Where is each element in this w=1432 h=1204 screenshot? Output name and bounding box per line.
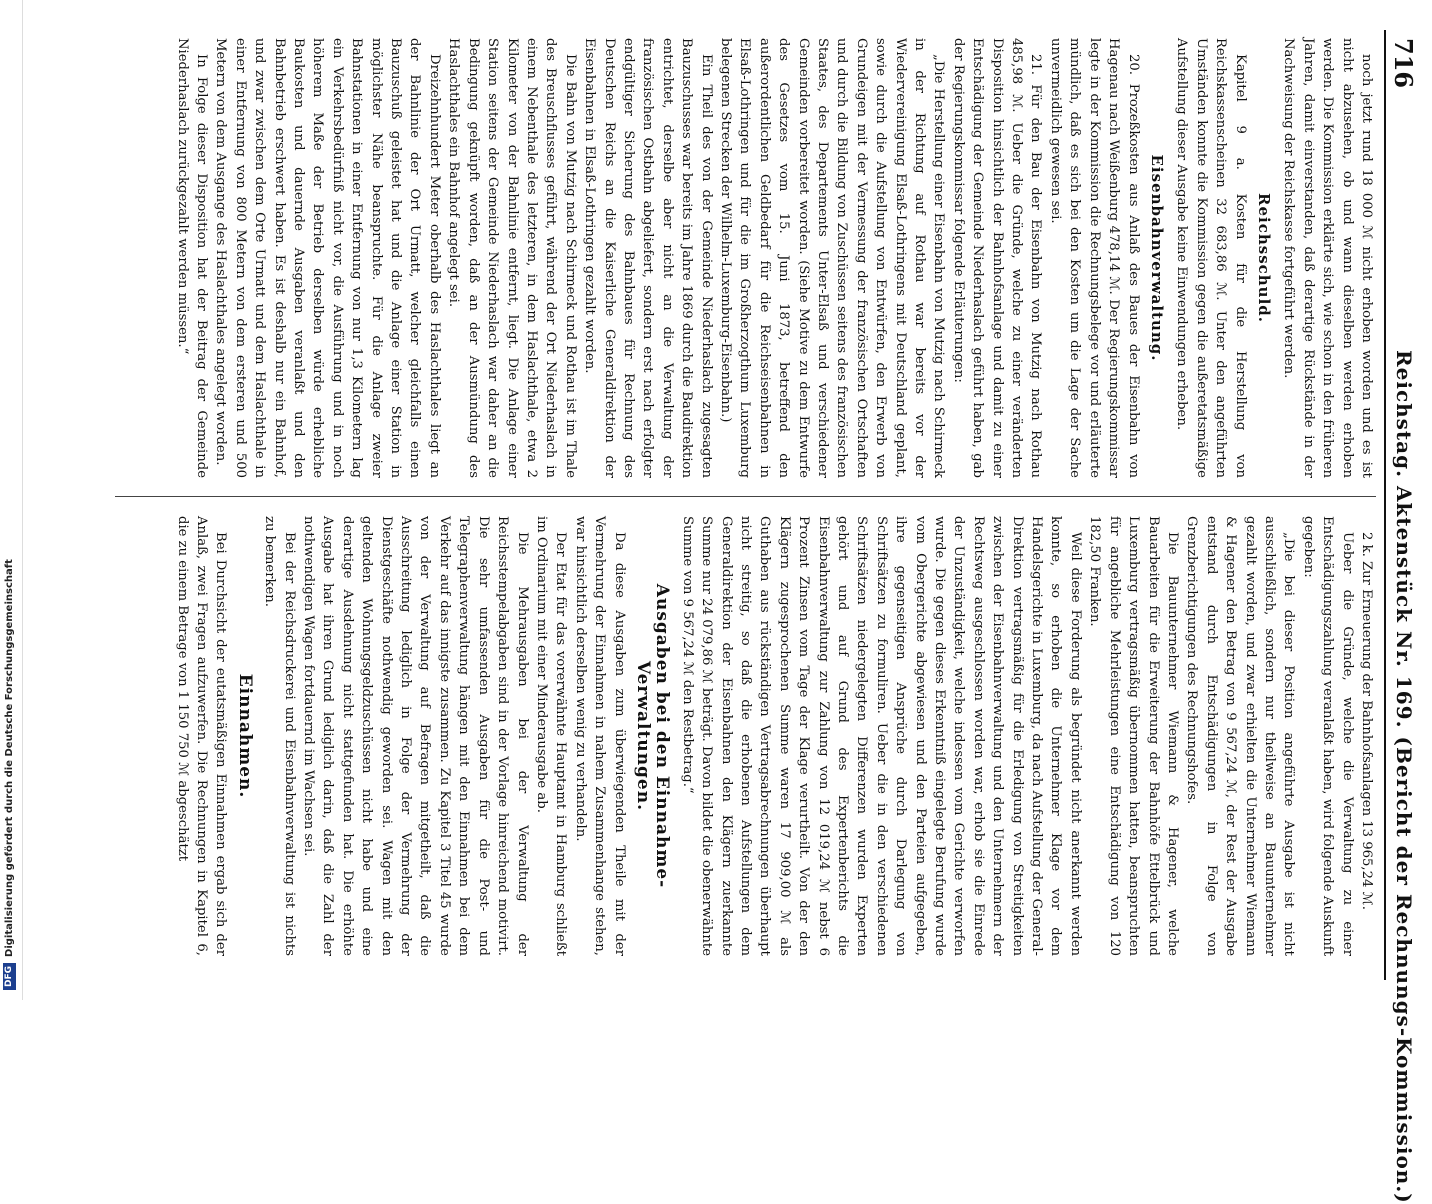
paragraph: In Folge dieser Disposition hat der Beitrag der Gemeinde Niederhaslach zurückgezahlt werden müssen.“ (174, 38, 210, 478)
section-heading: Einnahmen. (234, 673, 255, 799)
paragraph: Kapitel 9 a. Kosten für die Herstellung von Reichskassenscheinen 32 683,86 ℳ. Unter den angeführten Umständen konnte die Kommission gegen die außeretatsmäßige Aufstellung dieser Ausgabe keine Einwendungen erheben. (1174, 38, 1248, 478)
paragraph: Da diese Ausgaben zum überwiegenden Theile mit der Vermehrung der Einnahmen in nahem Zusammenhange stehen, war hinsichtlich derselben wenig zu verhandeln. (572, 516, 627, 956)
page-title: Reichstag. Aktenstück Nr. 169. (Bericht der Rechnungs-Kommission.) (1392, 350, 1416, 1204)
page-number: 716 (1389, 38, 1418, 89)
digitization-credit (1, 30, 19, 990)
section-heading: Ausgaben bei den Einnahme-Verwaltungen. (632, 583, 673, 889)
paragraph: „Die bei dieser Position angeführte Ausgabe ist nicht ausschließlich, sondern nur theilweise an Bauunternehmer gezahlt worden, und zwar erhielten die Unternehmer Wiemann & Hagener den Betrag von 9 567,24 ℳ, der Rest der Ausgabe entstand durch Entschädigungen in Folge von Grenzberichtigungen des Rechnungshofes. (1184, 516, 1297, 956)
page-header (1384, 30, 1420, 1204)
paragraph: Bei Durchsicht der eutatsmäßigen Einnahmen ergab sich der Anlaß, zwei Fragen aufzuwerfen. Die Rechnungen in Kapitel 6, die zu einem Betrage von 1 150 750 ℳ abgeschätzt (174, 516, 229, 956)
credit-text: Digitalisierung gefördert durch die Deutsche Forschungsgemeinschaft (4, 559, 15, 957)
sidebar (0, 0, 23, 1000)
document-page (115, 30, 1420, 1204)
section-heading: Eisenbahnverwaltung. (1147, 154, 1166, 362)
column-divider (115, 496, 1376, 497)
paragraph: Die Bauunternehmer Wiemann & Hagener, welche Bauarbeiten für die Erweiterung der Bahnhöfe Ettelbrück und Luxemburg vertragsmäßig übernommen hatten, beanspruchten für angebliche Mehrleistungen eine Entschädigung von 120 182,50 Franken. (1087, 516, 1180, 956)
left-column (115, 38, 1376, 478)
paragraph: Die Bahn von Mutzig nach Schirmeck und Rothau ist im Thale des Breuschflusses geführt, während der Ort Niederhaslach in einem Nebenthale des letzteren, in dem Haslachthale, etwa 2 Kilometer von der Bahnlinie entfernt, liegt. Die Anlage einer Station seitens der Gemeinde Niederhaslach war daher an die Bedingung geknüpft worden, daß an der Ausmündung des Haslachthales ein Bahnhof angelegt sei. (446, 38, 578, 478)
paragraph: 2 k. Zur Erneuerung der Bahnhofsanlagen 13 965,24 ℳ. (1359, 532, 1374, 910)
paragraph: Weil diese Forderung als begründet nicht anerkannt werden konnte, so erhoben die Unternehmer Klage vor dem Handelsgerichte in Luxemburg, da nach Aufstellung der General-Direktion vertragsmäßig für die Erledigung von Streitigkeiten zwischen der Eisenbahnverwaltung und den Unternehmern der Rechtsweg ausgeschlossen worden war, erhob sie die Einrede der Unzuständigkeit, welche indessen vom Gerichte verworfen wurde. Die gegen dieses Erkenntniß eingelegte Berufung wurde vom Obergerichte abgewiesen und den Parteien aufgegeben, ihre gegenseitigen Ansprüche durch Darlegung von Schriftsätzen zu formuliren. Ueber die in den verschiedenen Schriftsätzen niedergelegten Differenzen wurden Experten gehört und auf Grund des Expertenberichts die Eisenbahnverwaltung zur Zahlung von 12 019,24 ℳ nebst 6 Prozent Zinsen vom Tage der Klage verurtheilt. Von der den Klägern zugesprochenen Summe waren 17 909,00 ℳ als Guthaben aus rückständigen Vertragsabrechnungen überhaupt nicht streitig, so daß die erhobenen Aufstellungen dem Generaldirektion der Eisenbahnen den Klägern zuerkannte Summe nur 24 079,86 ℳ beträgt. Davon bildet die obenerwähnte Summe von 9 567,24 ℳ den Restbetrag.“ (679, 516, 1083, 956)
paragraph: Der Etat für das vorerwähnte Hauptamt in Hamburg schließt im Ordinarium mit einer Minderausgabe ab. (533, 516, 569, 956)
paragraph: noch jetzt rund 18 000 ℳ nicht erhoben worden und es ist nicht abzusehen, ob und wann dieselben werden erhoben werden. Die Kommission erklärte sich, wie schon in den früheren Jahren, damit einverstanden, daß derartige Rückstände in der Nachweisung der Reichskasse fortgeführt werden. (1281, 38, 1374, 478)
right-column (115, 516, 1376, 956)
paragraph: Ein Theil des von der Gemeinde Niederhaslach zugesagten Bauzuschusses war bereits im Jahre 1869 durch die Baudirektion entrichtet, derselbe aber nicht an die Verwaltung der französischen Ostbahn abgeliefert, sondern erst nach erfolgter endgültiger Sicherung des Bahnbaues für Rechnung des Deutschen Reichs an die Kaiserliche Generaldirektion der Eisenbahnen in Elsaß-Lothringen gezahlt worden. (582, 38, 714, 478)
paragraph: Bei der Reichsdruckerei und Eisenbahnverwaltung ist nichts zu bemerken. (262, 516, 297, 956)
paragraph: „Die Herstellung einer Eisenbahn von Mutzig nach Schirmeck in der Richtung auf Rothau war bereits vor der Wiedervereinigung Elsaß-Lothringens mit Deutschland geplant, sowie durch die Aufstellung von Entwürfen, den Erwerb von Grundeigen mit der Vermessung der französischen Ortschaften und durch die Bildung von Zuschüssen seitens des französischen Staates, des Departements Unter-Elsaß und verschiedener Gemeinden vorbereitet worden. (Siehe Motive zu dem Entwurfe des Gesetzes vom 15. Juni 1873, betreffend den außerordentlichen Geldbedarf für die Reichseisenbahnen in Elsaß-Lothringen und für die im Großherzogthum Luxemburg belegenen Strecken der Wilhelm-Luxemburg-Eisenbahn.) (718, 38, 947, 478)
paragraph: Die Mehrausgaben bei der Verwaltung der Reichsstempelabgaben sind in der Vorlage hinreichend motivirt. Die sehr umfassenden Ausgaben für die Post- und Telegraphenverwaltung hängen mit den Einnahmen bei dem Verkehr auf das innigste zusammen. Zu Kapitel 3 Titel 45 wurde von der Verwaltung auf Befragen mitgetheilt, daß die Ausschreitung lediglich in Folge der Vermehrung der Dienstgeschäfte nothwendig geworden sei. Wagen mit den geltenden Wohnungsgeldzuschüssen nicht habe und eine derartige Ausdehnung nicht stattgefunden hat. Die erhöhte Ausgabe hat ihren Grund lediglich darin, daß die Zahl der nothwendigen Wagen fortdauernd im Wachsen sei. (301, 516, 530, 956)
paragraph: 21. Für den Bau der Eisenbahn von Mutzig nach Rothau 485,98 ℳ. Ueber die Gründe, welche zu einer veränderten Disposition hinsichtlich der Bahnhofsanlage und damit zu einer Entschädigung der Gemeinde Niederhaslach geführt haben, gab der Regierungskommissar folgende Erläuterungen: (950, 38, 1044, 478)
paragraph: Dreizehnhundert Meter oberhalb des Haslachthales liegt an der Bahnlinie der Ort Urmatt, welcher gleichfalls einen Bauzuschuß geleistet hat und die Anlage einer Station in möglichster Nähe beanspruchte. Für die Anlage zweier Bahnstationen in einer Entfernung von nur 1,3 Kilometern lag ein Verkehrsbedürfniß nicht vor, die Ausführung und in noch höherem Maße der Betrieb derselben würde erhebliche Baukosten und dauernde Ausgaben veranlaßt und den Bahnbetrieb erschwert haben. Es ist deshalb nur ein Bahnhof, und zwar zwischen dem Orte Urmatt und dem Haslachthale in einer Entfernung von 800 Metern von dem ersteren und 500 Metern von dem Ausgange des Haslachthales angelegt worden. (213, 38, 442, 478)
dfg-logo: DFG (3, 963, 16, 990)
paragraph: 20. Prozeßkosten aus Anlaß des Baues der Eisenbahn von Hagenau nach Weißenburg 478,14 ℳ. Der Regierungskommissar legte in der Kommission die Rechnungsbelege vor und erläuterte mündlich, daß es sich bei den Kosten um die Lage der Sache unvermeidlich gewesen sei. (1047, 38, 1141, 478)
paragraph: Ueber die Gründe, welche die Verwaltung zu einer Entschädigungszahlung veranlaßt haben, wird folgende Auskunft gegeben: (1300, 516, 1355, 956)
section-heading: Reichsschuld. (1254, 193, 1273, 323)
